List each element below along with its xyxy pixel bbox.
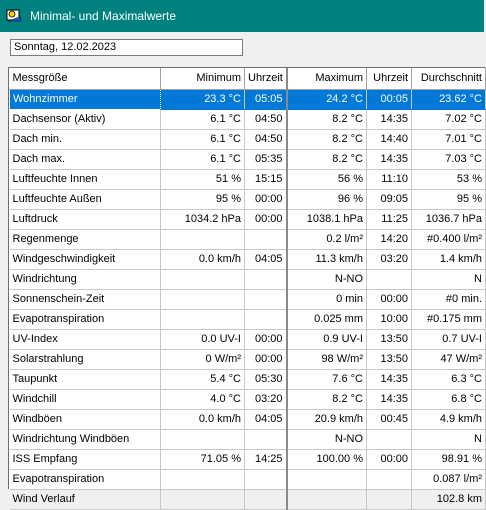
- column-header-measure[interactable]: Messgröße: [10, 68, 161, 89]
- cell-measure: Windböen: [10, 409, 161, 429]
- cell-average: #0.400 l/m²: [412, 229, 486, 249]
- cell-min-time: 15:15: [245, 169, 287, 189]
- table-row[interactable]: [10, 189, 486, 209]
- cell-max-time: 14:35: [367, 109, 412, 129]
- cell-average: #0.175 mm: [412, 309, 486, 329]
- cell-average: N: [412, 429, 486, 449]
- cell-maximum: 96 %: [287, 189, 367, 209]
- cell-maximum: 20.9 km/h: [287, 409, 367, 429]
- table-row[interactable]: [10, 309, 486, 329]
- cell-min-time: [245, 229, 287, 249]
- cell-measure: Luftfeuchte Außen: [10, 189, 161, 209]
- cell-average: 98.91 %: [412, 449, 486, 469]
- cell-max-time: 14:35: [367, 369, 412, 389]
- cell-minimum: 1034.2 hPa: [161, 209, 245, 229]
- cell-minimum: 4.0 °C: [161, 389, 245, 409]
- cell-average: N: [412, 269, 486, 289]
- cell-maximum: 0 min: [287, 289, 367, 309]
- cell-minimum: 6.1 °C: [161, 109, 245, 129]
- cell-average: 7.01 °C: [412, 129, 486, 149]
- cell-maximum: 0.025 mm: [287, 309, 367, 329]
- cell-minimum: 6.1 °C: [161, 149, 245, 169]
- cell-minimum: 95 %: [161, 189, 245, 209]
- cell-max-time: [367, 489, 412, 509]
- cell-maximum: 8.2 °C: [287, 389, 367, 409]
- cell-average: 0.7 UV-I: [412, 329, 486, 349]
- cell-maximum: 0.9 UV-I: [287, 329, 367, 349]
- cell-min-time: 05:35: [245, 149, 287, 169]
- table-row[interactable]: [10, 269, 486, 289]
- cell-maximum: [287, 489, 367, 509]
- cell-measure: Taupunkt: [10, 369, 161, 389]
- cell-max-time: 09:05: [367, 189, 412, 209]
- column-header-average[interactable]: Durchschnitt: [412, 68, 486, 89]
- table-row[interactable]: [10, 409, 486, 429]
- cell-minimum: 71.05 %: [161, 449, 245, 469]
- cell-minimum: [161, 229, 245, 249]
- cell-average: 4.9 km/h: [412, 409, 486, 429]
- column-header-maximum[interactable]: Maximum: [287, 68, 367, 89]
- cell-maximum: 98 W/m²: [287, 349, 367, 369]
- table-row[interactable]: [10, 449, 486, 469]
- cell-measure: Windrichtung: [10, 269, 161, 289]
- cell-minimum: 51 %: [161, 169, 245, 189]
- cell-max-time: 14:20: [367, 229, 412, 249]
- cell-average: 0.087 l/m²: [412, 469, 486, 489]
- cell-average: #0 min.: [412, 289, 486, 309]
- column-header-max-time[interactable]: Uhrzeit: [367, 68, 412, 89]
- cell-measure: Windgeschwindigkeit: [10, 249, 161, 269]
- cell-average: 95 %: [412, 189, 486, 209]
- cell-min-time: [245, 429, 287, 449]
- cell-min-time: 14:25: [245, 449, 287, 469]
- cell-measure: Sonnenschein-Zeit: [10, 289, 161, 309]
- date-field[interactable]: Sonntag, 12.02.2023: [10, 39, 243, 56]
- cell-maximum: 11.3 km/h: [287, 249, 367, 269]
- cell-minimum: [161, 489, 245, 509]
- cell-max-time: 14:35: [367, 389, 412, 409]
- cell-min-time: [245, 469, 287, 489]
- cell-average: 1036.7 hPa: [412, 209, 486, 229]
- cell-maximum: 1038.1 hPa: [287, 209, 367, 229]
- window-title: Minimal- und Maximalwerte: [30, 9, 177, 23]
- column-header-min-time[interactable]: Uhrzeit: [245, 68, 287, 89]
- cell-maximum: 100.00 %: [287, 449, 367, 469]
- table-row[interactable]: [10, 109, 486, 129]
- cell-max-time: 11:10: [367, 169, 412, 189]
- cell-average: 47 W/m²: [412, 349, 486, 369]
- cell-maximum: 0.2 l/m²: [287, 229, 367, 249]
- cell-min-time: 03:20: [245, 389, 287, 409]
- table-row[interactable]: [10, 469, 486, 489]
- table-row[interactable]: [10, 489, 486, 509]
- table-row[interactable]: [10, 129, 486, 149]
- cell-minimum: 0.0 UV-I: [161, 329, 245, 349]
- cell-maximum: N-NO: [287, 429, 367, 449]
- cell-average: 7.03 °C: [412, 149, 486, 169]
- cell-measure: Wind Verlauf: [10, 489, 161, 509]
- cell-min-time: 04:50: [245, 109, 287, 129]
- cell-max-time: [367, 429, 412, 449]
- cell-max-time: 03:20: [367, 249, 412, 269]
- cell-min-time: 04:05: [245, 249, 287, 269]
- cell-minimum: 0 W/m²: [161, 349, 245, 369]
- cell-measure: UV-Index: [10, 329, 161, 349]
- cell-minimum: 6.1 °C: [161, 129, 245, 149]
- cell-min-time: 04:50: [245, 129, 287, 149]
- cell-minimum: [161, 469, 245, 489]
- cell-min-time: [245, 489, 287, 509]
- cell-max-time: [367, 269, 412, 289]
- table-row[interactable]: [10, 289, 486, 309]
- table-row[interactable]: [10, 429, 486, 449]
- cell-measure: Dach max.: [10, 149, 161, 169]
- cell-max-time: [367, 469, 412, 489]
- cell-average: 6.3 °C: [412, 369, 486, 389]
- cell-max-time: 00:00: [367, 289, 412, 309]
- cell-average: 23.62 °C: [412, 89, 486, 109]
- cell-minimum: 0.0 km/h: [161, 409, 245, 429]
- cell-maximum: 8.2 °C: [287, 109, 367, 129]
- cell-maximum: 8.2 °C: [287, 129, 367, 149]
- cell-average: 6.8 °C: [412, 389, 486, 409]
- cell-min-time: 00:00: [245, 209, 287, 229]
- cell-average: 1.4 km/h: [412, 249, 486, 269]
- cell-measure: Windchill: [10, 389, 161, 409]
- table-row[interactable]: [10, 249, 486, 269]
- cell-measure: Regenmenge: [10, 229, 161, 249]
- cell-minimum: 5.4 °C: [161, 369, 245, 389]
- cell-measure: Wohnzimmer: [10, 89, 161, 109]
- table-row[interactable]: [10, 329, 486, 349]
- table-row[interactable]: [10, 169, 486, 189]
- cell-average: 7.02 °C: [412, 109, 486, 129]
- cell-min-time: 04:05: [245, 409, 287, 429]
- cell-max-time: 00:00: [367, 449, 412, 469]
- cell-measure: Evapotranspiration: [10, 469, 161, 489]
- table-row[interactable]: [10, 389, 486, 409]
- cell-measure: Dachsensor (Aktiv): [10, 109, 161, 129]
- cell-max-time: 13:50: [367, 349, 412, 369]
- cell-maximum: 56 %: [287, 169, 367, 189]
- cell-minimum: 23.3 °C: [161, 89, 245, 109]
- cell-max-time: 11:25: [367, 209, 412, 229]
- cell-minimum: [161, 429, 245, 449]
- cell-average: 53 %: [412, 169, 486, 189]
- cell-min-time: [245, 289, 287, 309]
- cell-measure: Luftfeuchte Innen: [10, 169, 161, 189]
- cell-min-time: 00:00: [245, 349, 287, 369]
- cell-average: 102.8 km: [412, 489, 486, 509]
- cell-min-time: [245, 269, 287, 289]
- table-row[interactable]: [10, 149, 486, 169]
- cell-measure: Solarstrahlung: [10, 349, 161, 369]
- cell-min-time: 00:00: [245, 189, 287, 209]
- title-bar[interactable]: [0, 0, 484, 32]
- cell-max-time: 13:50: [367, 329, 412, 349]
- cell-min-time: 05:05: [245, 89, 287, 109]
- cell-maximum: [287, 469, 367, 489]
- cell-min-time: 05:30: [245, 369, 287, 389]
- column-header-minimum[interactable]: Minimum: [161, 68, 245, 89]
- cell-max-time: 14:40: [367, 129, 412, 149]
- cell-measure: ISS Empfang: [10, 449, 161, 469]
- cell-max-time: 00:05: [367, 89, 412, 109]
- cell-max-time: 10:00: [367, 309, 412, 329]
- cell-maximum: N-NO: [287, 269, 367, 289]
- cell-min-time: [245, 309, 287, 329]
- cell-max-time: 00:45: [367, 409, 412, 429]
- cell-min-time: 00:00: [245, 329, 287, 349]
- cell-minimum: [161, 269, 245, 289]
- cell-maximum: 8.2 °C: [287, 149, 367, 169]
- cell-measure: Dach min.: [10, 129, 161, 149]
- table-row[interactable]: [10, 89, 486, 109]
- weather-station-icon: [6, 8, 22, 24]
- cell-measure: Luftdruck: [10, 209, 161, 229]
- cell-max-time: 14:35: [367, 149, 412, 169]
- cell-minimum: [161, 309, 245, 329]
- table-row[interactable]: [10, 369, 486, 389]
- cell-maximum: 7.6 °C: [287, 369, 367, 389]
- min-max-table[interactable]: [8, 67, 485, 505]
- cell-measure: Windrichtung Windböen: [10, 429, 161, 449]
- cell-measure: Evapotranspiration: [10, 309, 161, 329]
- table-header-row: [10, 68, 486, 89]
- cell-maximum: 24.2 °C: [287, 89, 367, 109]
- cell-minimum: [161, 289, 245, 309]
- table-row[interactable]: [10, 209, 486, 229]
- table-row[interactable]: [10, 229, 486, 249]
- cell-minimum: 0.0 km/h: [161, 249, 245, 269]
- table-row[interactable]: [10, 349, 486, 369]
